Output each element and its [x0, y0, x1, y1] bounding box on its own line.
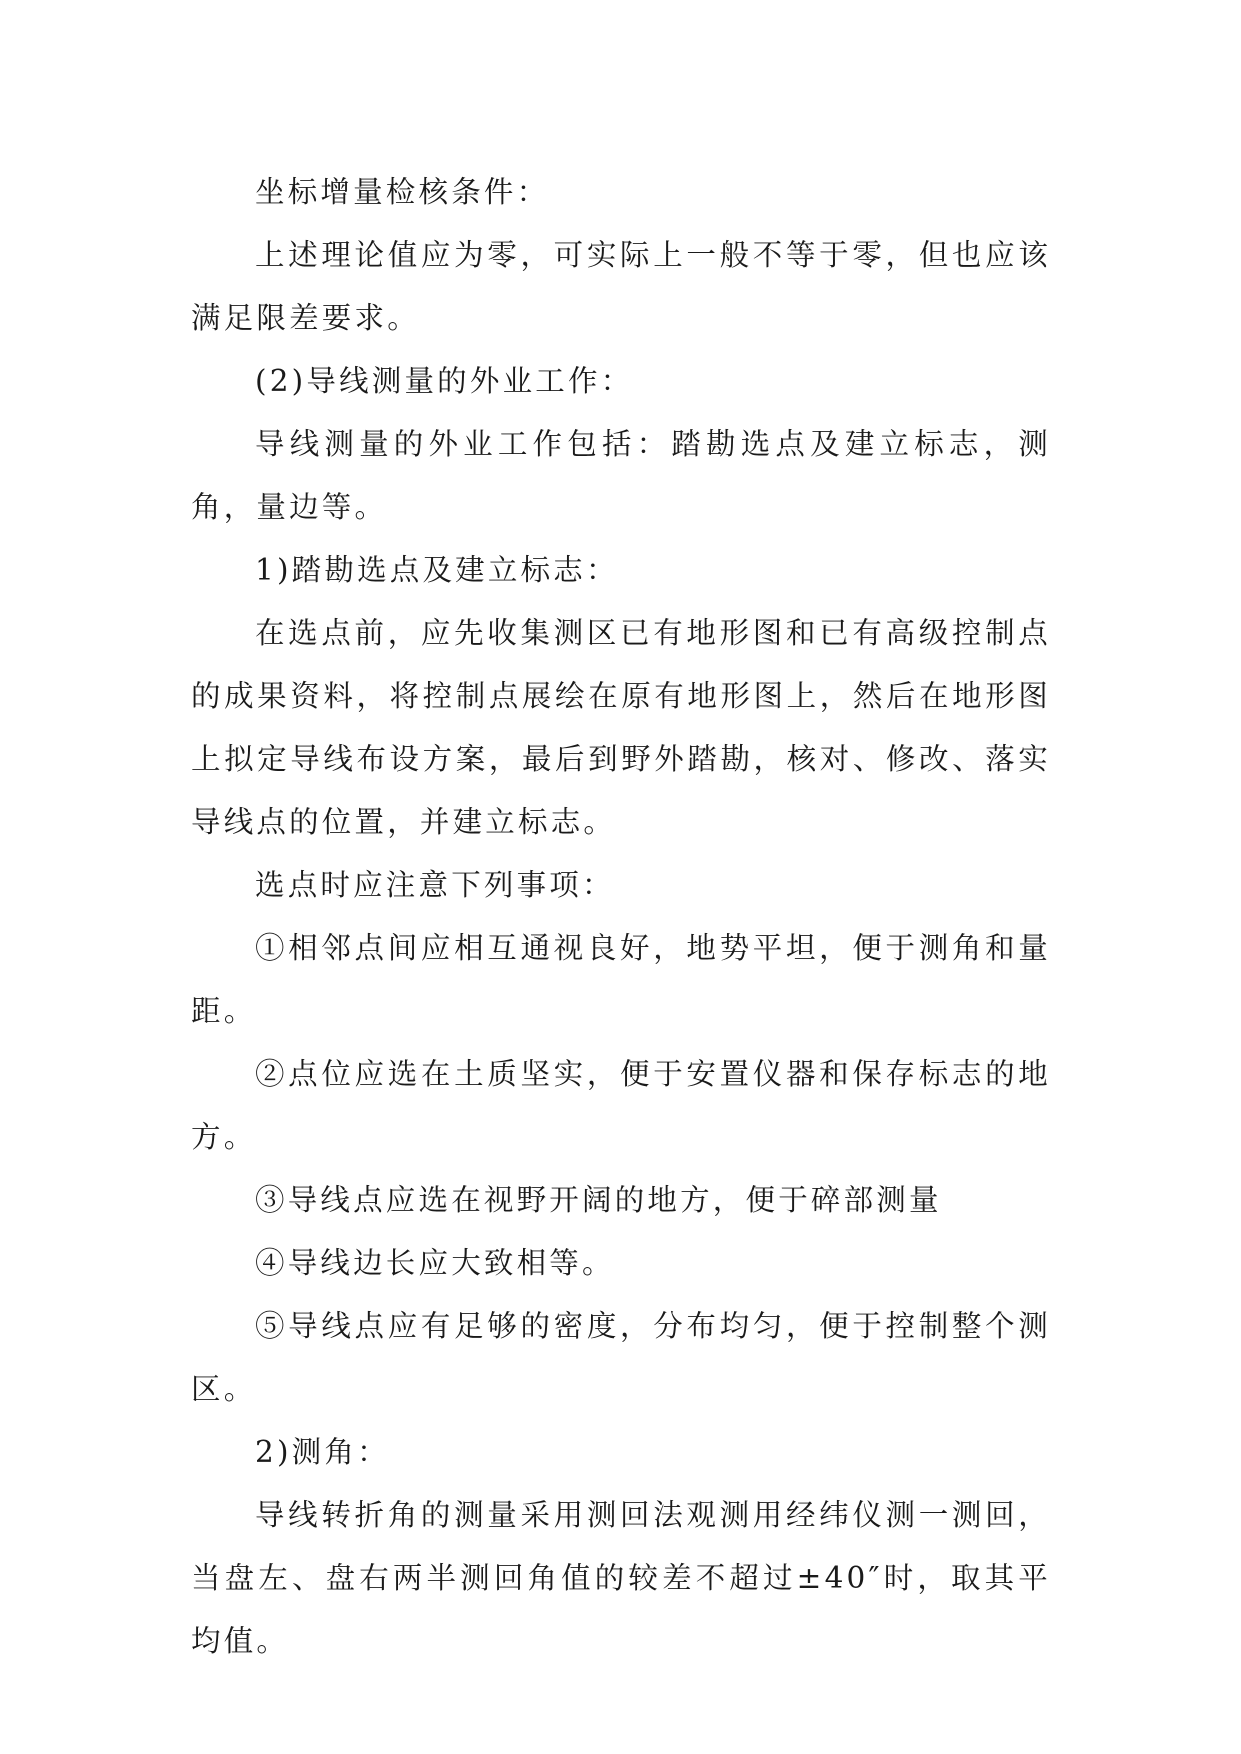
paragraph: 选点时应注意下列事项：	[255, 868, 615, 902]
list-item: ⑤导线点应有足够的密度，分布均匀，便于控制整个测区。	[191, 1309, 1051, 1406]
paragraph: 上述理论值应为零，可实际上一般不等于零，但也应该满足限差要求。	[191, 238, 1051, 335]
paragraph: 在选点前，应先收集测区已有地形图和已有高级控制点的成果资料，将控制点展绘在原有地形图上，然后在地形图上拟定导线布设方案，最后到野外踏勘，核对、修改、落实导线点的位置，并建立标志。	[191, 616, 1051, 839]
paragraph: 坐标增量检核条件：	[255, 175, 550, 209]
list-item: ②点位应选在土质坚实，便于安置仪器和保存标志的地方。	[191, 1057, 1051, 1154]
paragraph: 导线测量的外业工作包括：踏勘选点及建立标志，测角，量边等。	[191, 427, 1051, 524]
list-item: ①相邻点间应相互通视良好，地势平坦，便于测角和量距。	[191, 931, 1051, 1028]
paragraph: 导线转折角的测量采用测回法观测用经纬仪测一测回，当盘左、盘右两半测回角值的较差不超过±40″时，取其平均值。	[191, 1498, 1051, 1658]
list-item: ③导线点应选在视野开阔的地方，便于碎部测量	[255, 1183, 942, 1217]
list-item: ④导线边长应大致相等。	[255, 1246, 615, 1280]
subsection-heading: 1)踏勘选点及建立标志：	[255, 553, 619, 587]
section-heading: (2)导线测量的外业工作：	[255, 364, 634, 398]
subsection-heading: 2)测角：	[255, 1435, 390, 1469]
document-body	[191, 161, 1051, 1673]
